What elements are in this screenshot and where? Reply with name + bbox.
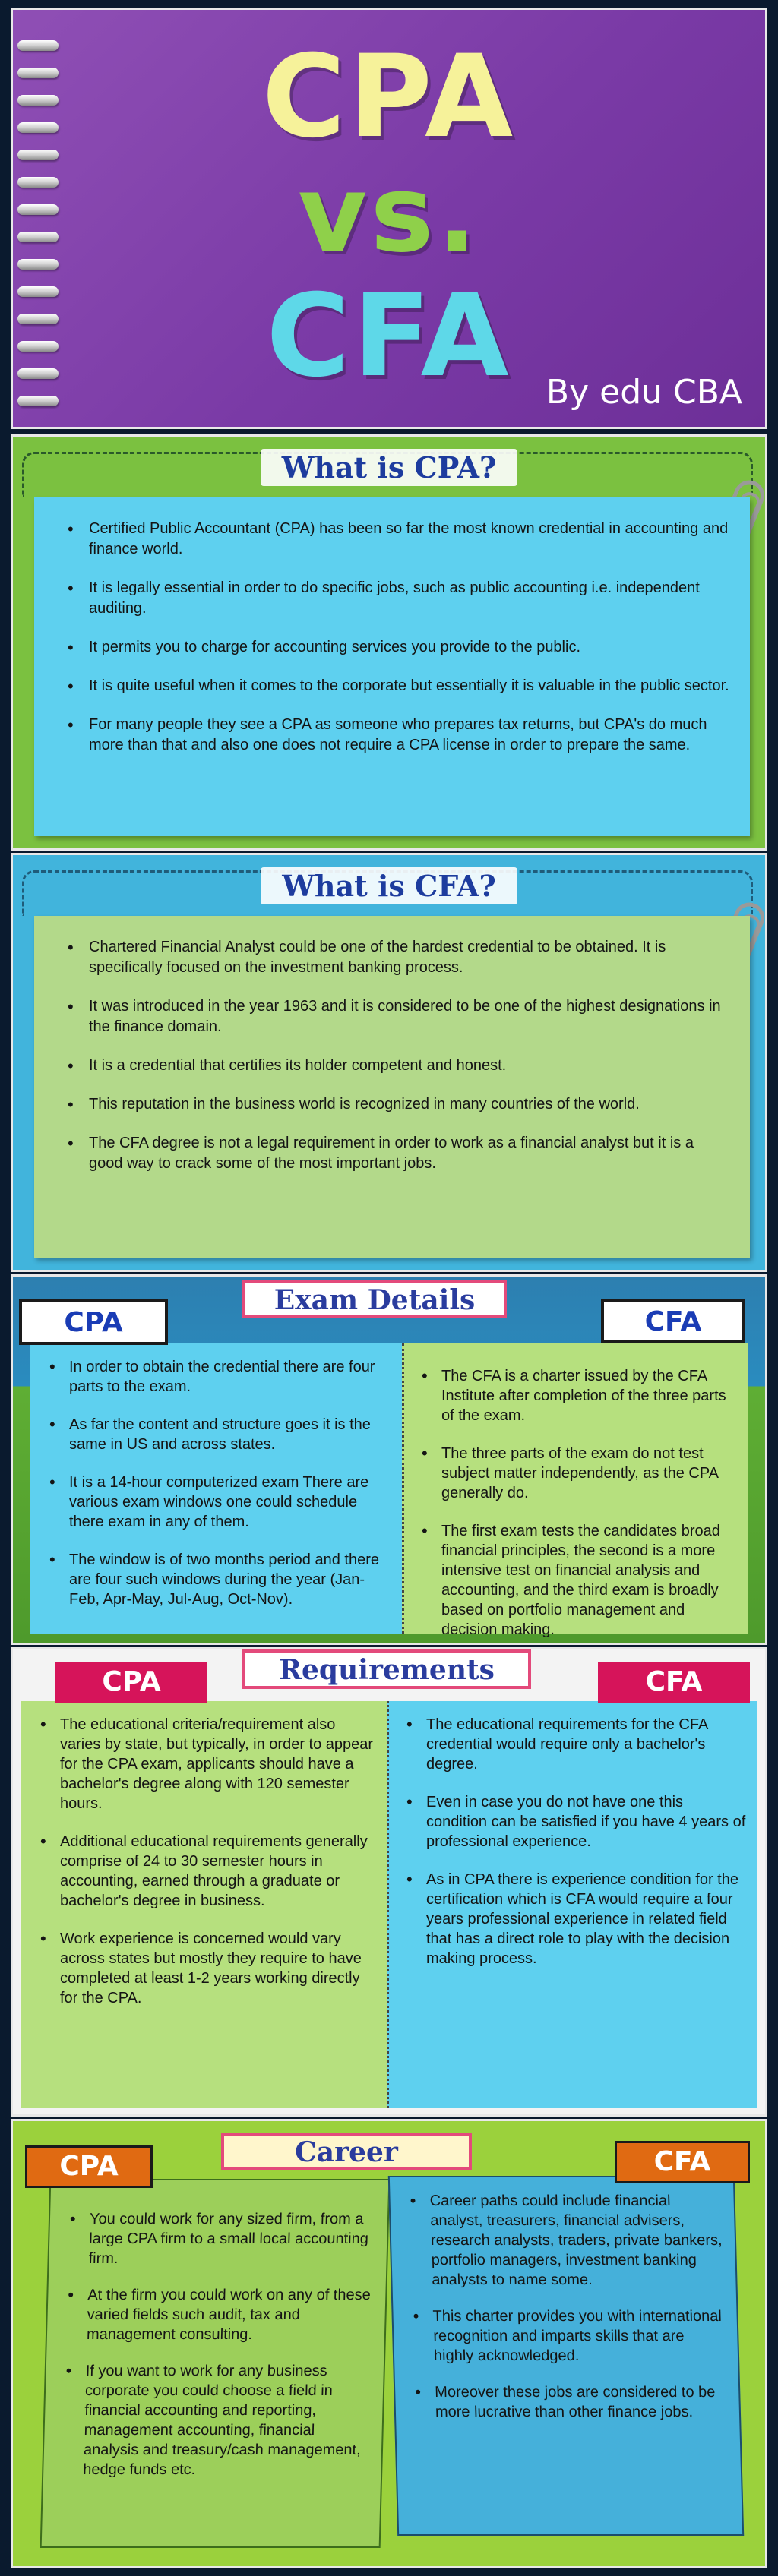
cpa-column bbox=[21, 1701, 387, 2108]
list-item: • Moreover these jobs are considered to be more lucrative than other finance jobs. bbox=[409, 2382, 729, 2422]
list-item: • The CFA is a charter issued by the CFA Institute after completion of the three parts of the exam. bbox=[416, 1366, 738, 1425]
list-item: • It is a 14-hour computerized exam There are various exam windows one could schedule there exam in any of them. bbox=[43, 1473, 391, 1532]
content-panel bbox=[34, 916, 750, 1258]
section-title: What is CFA? bbox=[13, 869, 765, 903]
cfa-label: CFA bbox=[601, 1299, 745, 1343]
section-title: Career bbox=[221, 2133, 472, 2170]
section-what-is-cpa bbox=[11, 434, 767, 851]
list-item: • The educational requirements for the CFA credential would require only a bachelor's degree. bbox=[400, 1715, 747, 1774]
list-item: • You could work for any sized firm, from a large CPA firm to a small local accounting firm. bbox=[62, 2209, 377, 2268]
cfa-label: CFA bbox=[615, 2141, 750, 2183]
section-requirements bbox=[11, 1647, 767, 2117]
cpa-label: CPA bbox=[55, 1662, 207, 1703]
bullet-list bbox=[403, 2191, 729, 2422]
list-item: • As in CPA there is experience condition for the certification which is CFA would require a four years professional experience in related field that has a direct role to play with the decision making process. bbox=[400, 1870, 747, 1968]
bullet-list bbox=[416, 1366, 738, 1640]
bullet-list bbox=[43, 1357, 391, 1609]
list-item: • It is quite useful when it comes to the corporate but essentially it is valuable in the public sector. bbox=[62, 676, 730, 696]
list-item: • It permits you to charge for accounting services you provide to the public. bbox=[62, 637, 730, 658]
list-item: • It is legally essential in order to do specific jobs, such as public accounting i.e. independent auditing. bbox=[62, 578, 730, 619]
section-title: Requirements bbox=[242, 1649, 531, 1689]
bullet-list bbox=[62, 519, 730, 756]
cfa-column bbox=[387, 1701, 757, 2108]
list-item: • The first exam tests the candidates broad financial principles, the second is a more intensive test on financial analysis and accounting, and the third exam is broadly based on portfolio management and decision making. bbox=[416, 1521, 738, 1640]
list-item: • For many people they see a CPA as someone who prepares tax returns, but CPA's do much more than that and also one does not require a CPA license in order to prepare the same. bbox=[62, 715, 730, 756]
bullet-list bbox=[34, 1715, 376, 2008]
title-cfa: CFA bbox=[266, 270, 512, 402]
list-item: • Even in case you do not have one this condition can be satisfied if you have 4 years of professional experience. bbox=[400, 1792, 747, 1852]
list-item: • The window is of two months period and there are four such windows during the year (Jan-Feb, Apr-May, Jul-Aug, Oct-Nov). bbox=[43, 1550, 391, 1609]
list-item: • The three parts of the exam do not test subject matter independently, as the CPA generally do. bbox=[416, 1444, 738, 1503]
list-item: • Additional educational requirements generally comprise of 24 to 30 semester hours in accounting, earned through a graduate or bachelor's degree in business. bbox=[34, 1832, 376, 1911]
list-item: • In order to obtain the credential there are four parts to the exam. bbox=[43, 1357, 391, 1397]
list-item: • The educational criteria/requirement also varies by state, but typically, in order to appear for the CPA exam, applicants should have a bachelor's degree along with 120 semester hours. bbox=[34, 1715, 376, 1814]
section-career bbox=[11, 2119, 767, 2568]
cfa-label: CFA bbox=[598, 1662, 750, 1703]
list-item: • Certified Public Accountant (CPA) has been so far the most known credential in accounting and finance world. bbox=[62, 519, 730, 560]
cfa-column bbox=[388, 2176, 744, 2536]
list-item: • This charter provides you with international recognition and imparts skills that are highly acknowledged. bbox=[406, 2306, 727, 2366]
cpa-label: CPA bbox=[19, 1299, 168, 1345]
list-item: • It is a credential that certifies its holder competent and honest. bbox=[62, 1056, 730, 1076]
section-what-is-cfa bbox=[11, 853, 767, 1272]
list-item: • At the firm you could work on any of these varied fields such audit, tax and management consulting. bbox=[61, 2285, 375, 2344]
content-panel bbox=[34, 497, 750, 836]
cpa-column bbox=[40, 2179, 391, 2548]
bullet-list bbox=[400, 1715, 747, 1968]
list-item: • If you want to work for any business corporate you could choose a field in financial accounting and reporting, management accounting, financial analysis and treasury/cash management, hedge funds etc. bbox=[57, 2361, 373, 2480]
list-item: • Career paths could include financial analyst, treasurers, financial advisers, research analysts, traders, private bankers, portfolio managers, investment banking analysts to name some. bbox=[403, 2191, 725, 2290]
title-vs: vs. bbox=[298, 153, 480, 276]
cfa-column bbox=[402, 1343, 748, 1638]
section-title: Exam Details bbox=[242, 1280, 507, 1318]
list-item: • Chartered Financial Analyst could be one of the hardest credential to be obtained. It is specifically focused on the investment banking process. bbox=[62, 937, 730, 978]
section-title: What is CPA? bbox=[13, 450, 765, 485]
list-item: • This reputation in the business world is recognized in many countries of the world. bbox=[62, 1094, 730, 1115]
cpa-label: CPA bbox=[25, 2145, 153, 2188]
list-item: • Work experience is concerned would vary across states but mostly they require to have completed at least 1-2 years working directly for the CPA. bbox=[34, 1929, 376, 2008]
byline: By edu CBA bbox=[546, 373, 742, 412]
bullet-list bbox=[62, 937, 730, 1174]
bullet-list bbox=[57, 2209, 377, 2480]
title-cpa: CPA bbox=[261, 31, 517, 163]
list-item: • As far the content and structure goes it is the same in US and across states. bbox=[43, 1415, 391, 1454]
list-item: • The CFA degree is not a legal requirement in order to work as a financial analyst but it is a good way to crack some of the most important jobs. bbox=[62, 1133, 730, 1174]
section-exam-details bbox=[11, 1274, 767, 1645]
list-item: • It was introduced in the year 1963 and it is considered to be one of the highest designations in the finance domain. bbox=[62, 996, 730, 1037]
cpa-column bbox=[30, 1343, 402, 1634]
header-banner bbox=[11, 8, 767, 429]
